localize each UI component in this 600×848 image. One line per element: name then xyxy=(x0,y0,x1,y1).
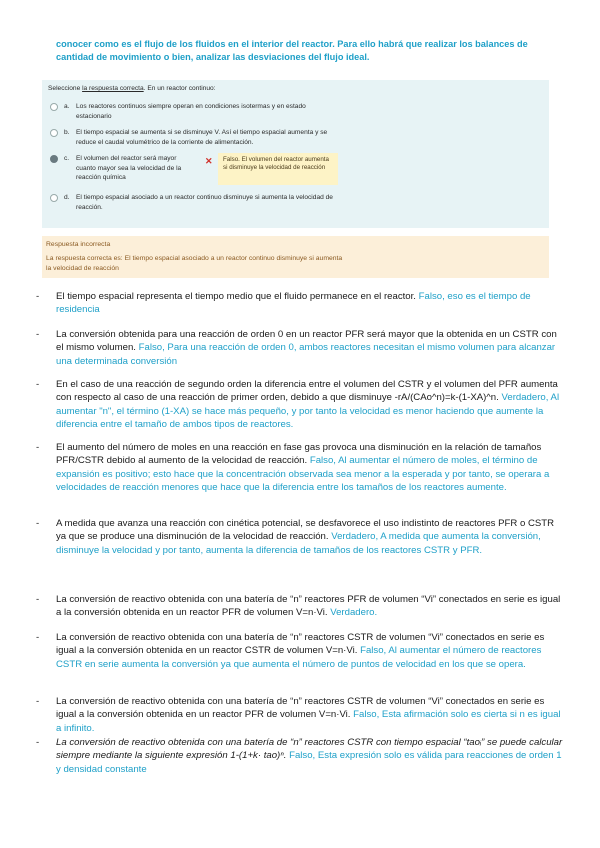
quiz-option-c[interactable]: c. El volumen del reactor será mayor cuanto mayor sea la velocidad de la reacción química xyxy=(50,154,194,183)
radio-button[interactable] xyxy=(50,194,58,202)
incorrect-cross-icon: ✕ xyxy=(205,156,213,166)
list-item: - La conversión obtenida para una reacción de orden 0 en un reactor PFR será mayor que la obtenida en un CSTR con el mismo volumen. Falso, Para una reacción de orden 0, ambos reactores necesitan el mismo volumen para alcanzar una determinada conversión xyxy=(36,329,557,367)
answer-panel xyxy=(42,236,549,278)
list-item: - La conversión de reactivo obtenida con una batería de “n” reactores CSTR de volumen “Vi” conectados en serie es igual a la conversión obtenida en un reactor PFR de volumen V=n·Vi. Falso, Esta afirmación solo es cierta si n es igual a infinito. xyxy=(36,696,561,734)
quiz-prompt: Seleccione la respuesta correcta. En un reactor continuo: xyxy=(48,85,216,92)
list-item: - En el caso de una reacción de segundo orden la diferencia entre el volumen del CSTR y el volumen del PFR aumenta con respecto al caso de una reacción de primer orden, debido a que disminuye -rA/(CAo^n)=k-(1-XA)^n. Verdadero, Al aumentar "n", el término (1-XA) se hace más pequeño, y por tanto la velocidad es menor haciendo que aumente la diferencia entre el tamaño de ambos tipos de reactores. xyxy=(36,379,560,430)
list-item: - La conversión de reactivo obtenida con una batería de “n” reactores PFR de volumen “Vi” conectados en serie es igual a la conversión obtenida en un reactor PFR de volumen V=n·Vi. Verdadero. xyxy=(36,594,561,619)
list-item: - El tiempo espacial representa el tiempo medio que el fluido permanece en el reactor. Falso, eso es el tiempo de residencia xyxy=(36,291,531,316)
quiz-option-b[interactable]: b. El tiempo espacial se aumenta si se disminuye V. Así el tiempo espacial aumenta y se reduce el caudal volumétrico de la corriente de alimentación. xyxy=(50,128,341,147)
answer-body: La respuesta correcta es: El tiempo espacial asociado a un reactor continuo disminuye si aumenta la velocidad de reacción xyxy=(46,255,343,272)
quiz-option-d[interactable]: d. El tiempo espacial asociado a un reactor continuo disminuye si aumenta la velocidad de reacción. xyxy=(50,193,346,212)
list-item: - La conversión de reactivo obtenida con una batería de “n” reactores CSTR de volumen “Vi” conectados en serie es igual a la conversión obtenida en un reactor CSTR de volumen V=n·Vi. Falso, Al aumentar el número de reactores CSTR en serie aumenta la conversión ya que aumenta el número de puntos de velocidad en los que se opera. xyxy=(36,632,545,670)
quiz-question-panel xyxy=(42,80,549,228)
prompt-link: la respuesta correcta xyxy=(82,85,144,92)
intro-paragraph: conocer como es el flujo de los fluidos en el interior del reactor. Para ello habrá que realizar los balances de cantidad de movimiento o bien, analizar las desviaciones del flujo ideal. xyxy=(56,39,528,62)
option-feedback: Falso. El volumen del reactor aumenta si disminuye la velocidad de reacción xyxy=(218,153,338,185)
answer-title: Respuesta incorrecta xyxy=(46,241,111,248)
radio-button[interactable] xyxy=(50,103,58,111)
quiz-option-a[interactable]: a. Los reactores continuos siempre operan en condiciones isotermas y en estado estacionario xyxy=(50,102,316,121)
radio-button[interactable] xyxy=(50,129,58,137)
list-item: - La conversión de reactivo obtenida con una batería de “n” reactores CSTR con tiempo espacial “taoᵢ” se puede calcular siempre mediante la siguiente expresión 1-(1+k· tao)ⁿ. Falso, Esta expresión solo es válida para reacciones de orden 1 y densidad constante xyxy=(36,737,563,775)
list-item: - El aumento del número de moles en una reacción en fase gas provoca una disminución en la relación de tamaños PFR/CSTR debido al aumento de la velocidad de reacción. Falso, Al aumentar el número de moles, el término de expansión es positivo; esto hace que la concentración observada sea menor a la esperada y por tanto, se operara a velocidades de reacción menores que hace que la diferencia entre los tamaños de los reactores aumente. xyxy=(36,442,550,493)
radio-button-selected[interactable] xyxy=(50,155,58,163)
list-item: - A medida que avanza una reacción con cinética potencial, se desfavorece el uso indistinto de reactores PFR o CSTR ya que se produce una disminución de la velocidad de reacción. Verdadero, A medida que aumenta la conversión, disminuye la velocidad y por tanto, aumenta la diferencia de tamaños de los reactores CSTR y PFR. xyxy=(36,518,555,556)
